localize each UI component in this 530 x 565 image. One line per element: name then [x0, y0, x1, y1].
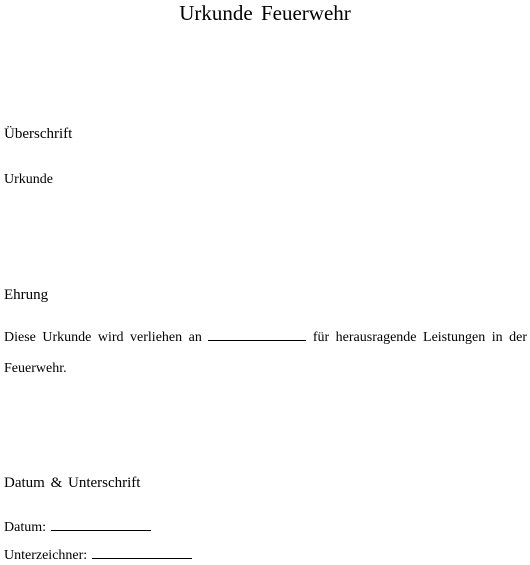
honor-text-after: für herausragende Leistungen in der Feuerwehr.: [4, 330, 527, 376]
signer-label: Unterzeichner:: [4, 548, 88, 563]
recipient-blank-line: [208, 328, 306, 341]
section-heading-ueberschrift: Überschrift: [4, 126, 73, 142]
date-blank-line: [51, 518, 151, 531]
signer-blank-line: [92, 546, 192, 559]
date-line: [4, 518, 151, 537]
honor-paragraph: [4, 322, 527, 384]
section-heading-ehrung: Ehrung: [4, 287, 49, 303]
heading-content-text: Urkunde: [4, 172, 53, 187]
section-heading-datum-unterschrift: Datum & Unterschrift: [4, 475, 141, 491]
date-label: Datum:: [4, 520, 46, 535]
honor-text-before: Diese Urkunde wird verliehen an: [4, 330, 209, 345]
signer-line: [4, 546, 192, 565]
document-title: Urkunde Feuerwehr: [179, 1, 351, 25]
